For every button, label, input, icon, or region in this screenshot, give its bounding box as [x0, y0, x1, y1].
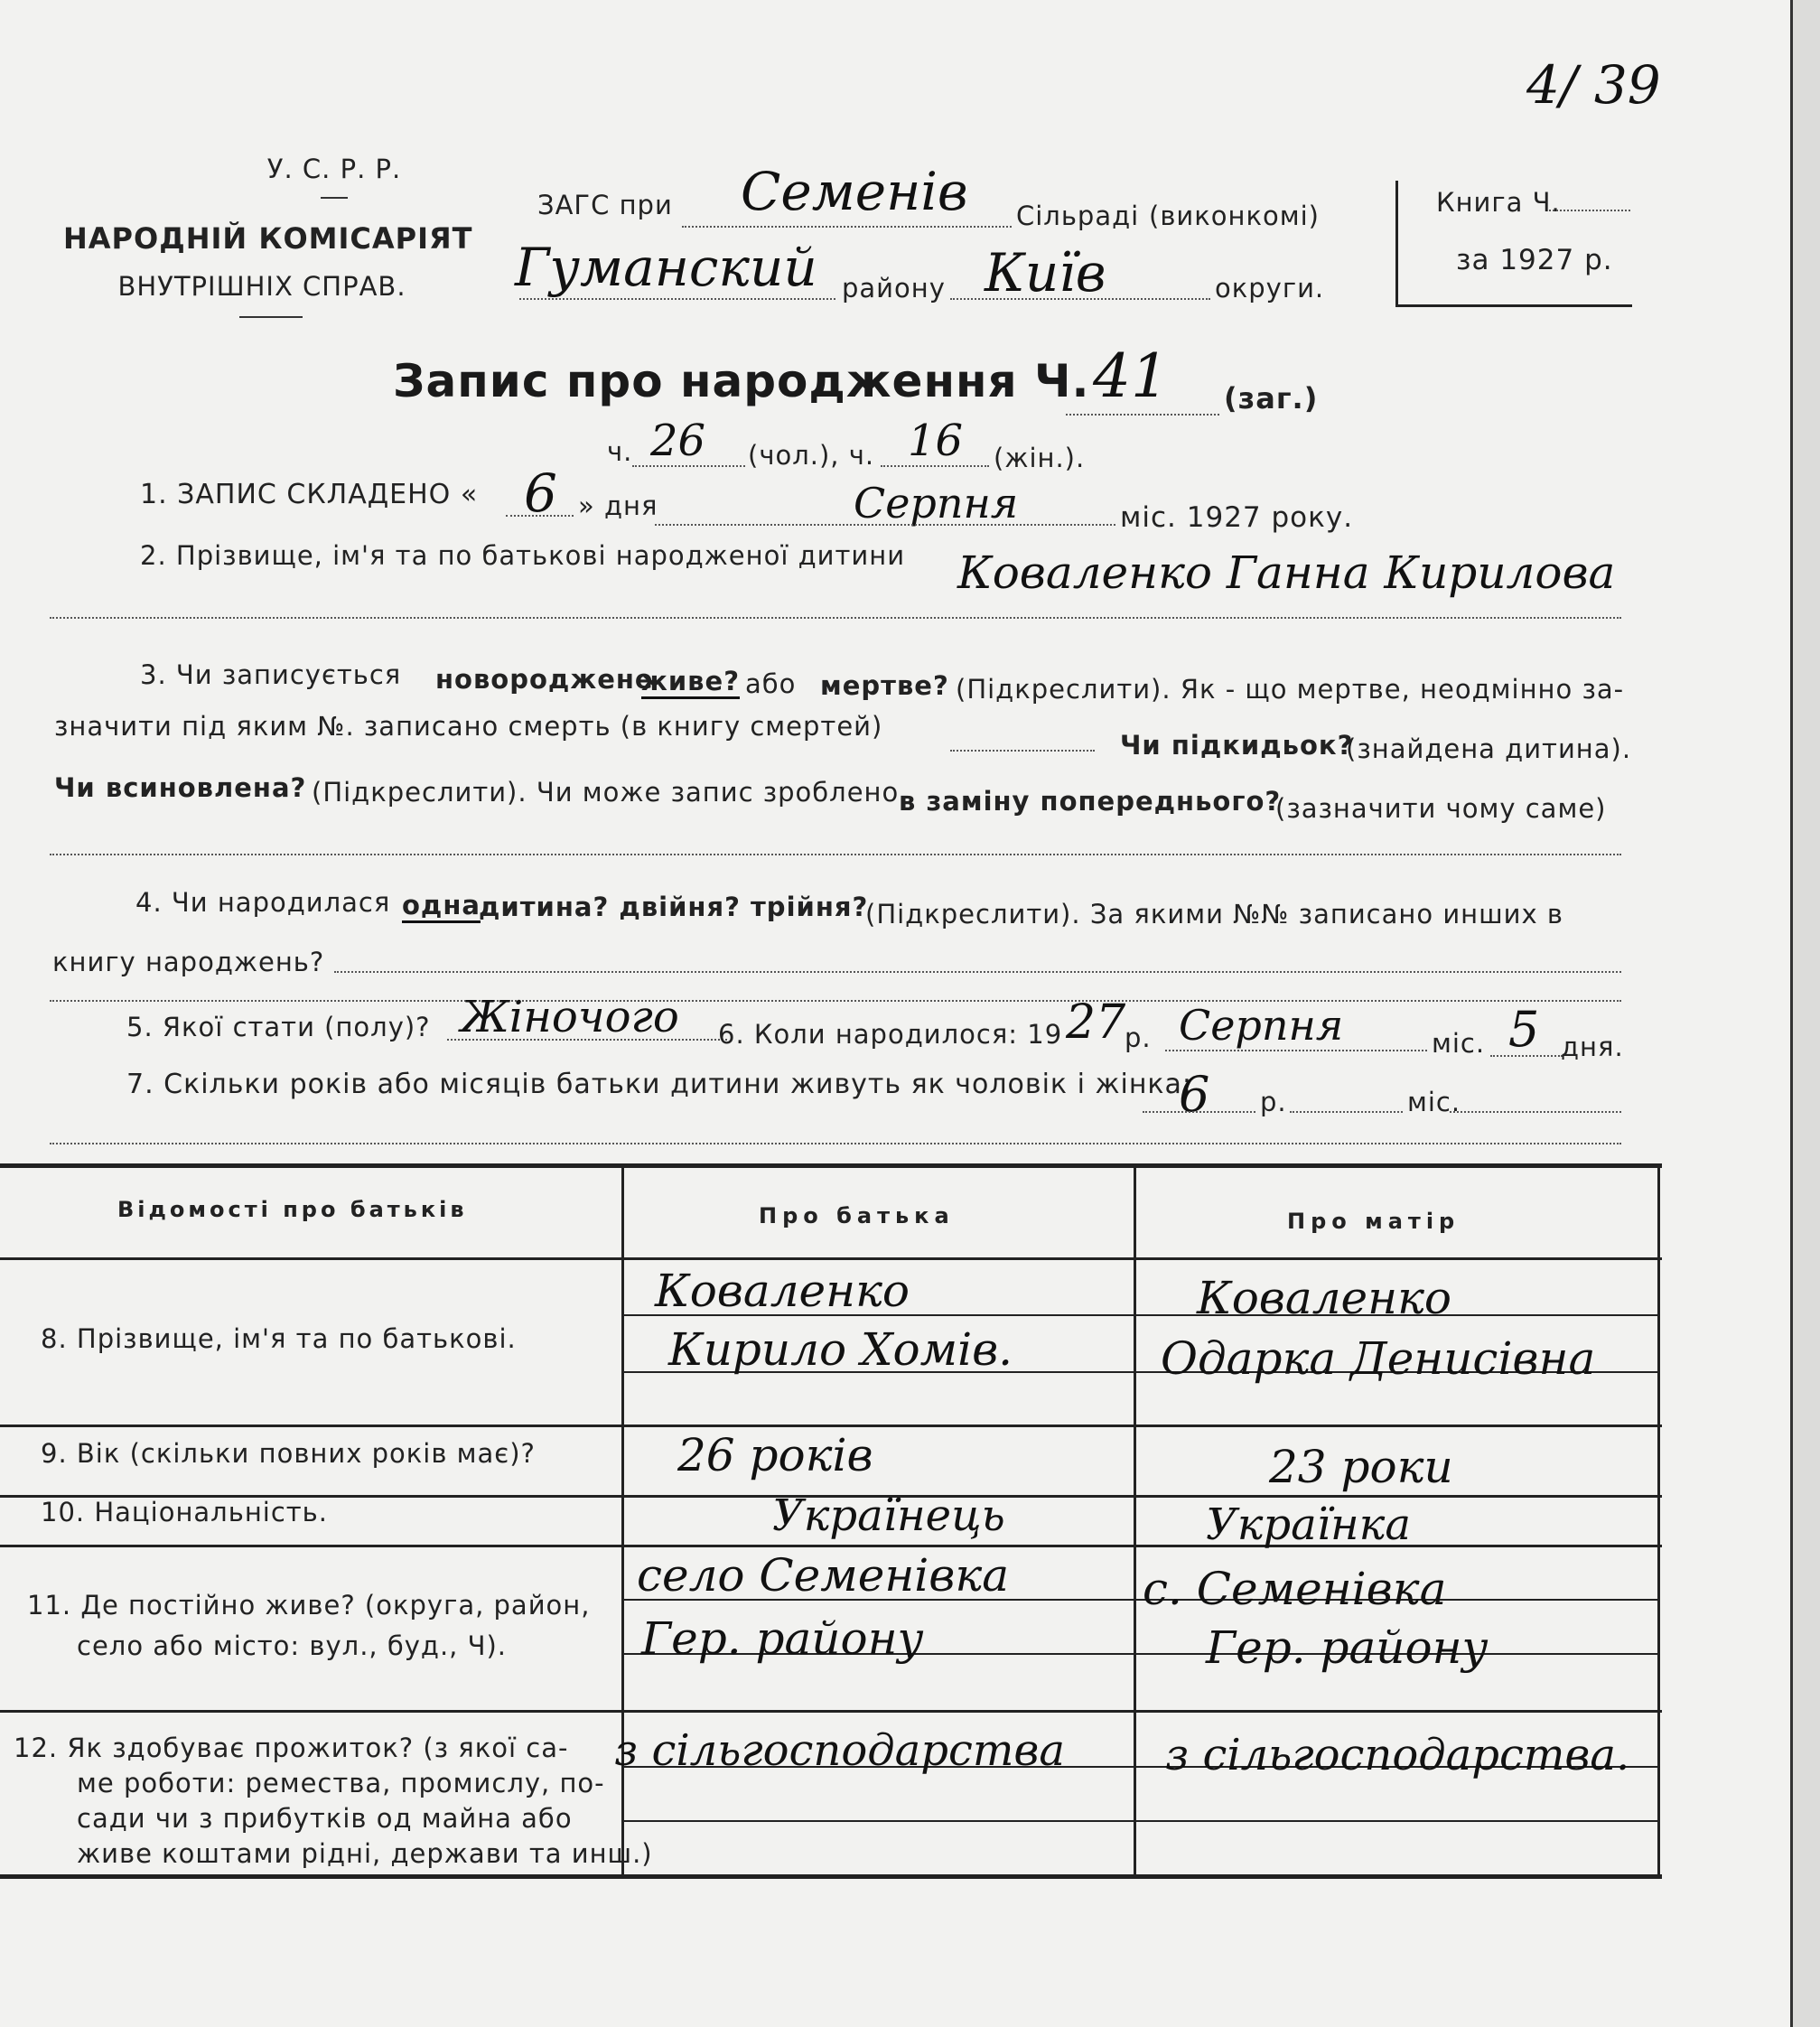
- dots: [1165, 1050, 1427, 1051]
- mother-occupation-handwritten: з сільгосподарства.: [1165, 1730, 1630, 1780]
- row12-label-2: ме роботи: ремества, промислу, по-: [77, 1768, 605, 1798]
- father-district-handwritten: Гер. району: [641, 1612, 924, 1665]
- dots: [447, 1039, 727, 1041]
- row12-label-3: сади чи з прибутків од майна або: [77, 1803, 573, 1834]
- dots: [1290, 1111, 1403, 1113]
- father-residence-handwritten: село Семенівка: [637, 1549, 1010, 1602]
- row11-label-1: 11. Де постійно живе? (округа, район,: [27, 1590, 591, 1621]
- table-header-mother: Про матір: [1287, 1209, 1461, 1234]
- okruha-label: округи.: [1215, 273, 1325, 304]
- sex-handwritten: Жіночого: [461, 992, 679, 1042]
- dots: [1549, 210, 1630, 211]
- table-border-bottom: [0, 1874, 1662, 1879]
- mother-residence-handwritten: с. Семенівка: [1143, 1563, 1447, 1615]
- record-number-handwritten: 41: [1093, 341, 1169, 411]
- internal-affairs-label: ВНУТРІШНІХ СПРАВ.: [117, 271, 406, 302]
- dots: [1143, 1111, 1255, 1113]
- dots: [632, 465, 745, 467]
- father-occupation-handwritten: з сільгосподарства: [614, 1725, 1065, 1776]
- female-count-label: (жін.).: [994, 443, 1086, 473]
- row11-label-2: село або місто: вул., буд., Ч).: [77, 1630, 508, 1661]
- dots: [50, 854, 1621, 855]
- village-handwritten: Семенів: [741, 161, 968, 222]
- child-name-handwritten: Коваленко Ганна Кирилова: [957, 546, 1616, 599]
- zags-label: ЗАГС при: [537, 190, 673, 220]
- commissariat-label: НАРОДНІЙ КОМІСАРІЯТ: [63, 221, 473, 256]
- book-number-label: Книга Ч.: [1436, 187, 1561, 218]
- mother-surname-handwritten: Коваленко: [1197, 1272, 1452, 1324]
- item3-newborn: новороджене: [435, 664, 654, 695]
- table-border-top: [0, 1163, 1662, 1168]
- item3-reason: (зазначити чому саме): [1275, 793, 1607, 824]
- silradi-label: Сільраді: [1016, 201, 1140, 231]
- female-count-handwritten: 16: [908, 416, 964, 466]
- item3-replacement-note: (Підкреслити). Чи може запис зроблено: [312, 777, 900, 808]
- record-number-suffix: (заг.): [1224, 381, 1319, 416]
- item4-instruction: (Підкреслити). За якими №№ записано инших в: [865, 899, 1563, 929]
- item1-label: 1. ЗАПИС СКЛАДЕНО «: [140, 479, 479, 510]
- dots: [655, 524, 1115, 526]
- item3-or: або: [745, 668, 797, 699]
- dots: [519, 298, 835, 300]
- divider: [321, 197, 348, 199]
- dots: [1066, 414, 1219, 416]
- book-year-label: за 1927 р.: [1456, 244, 1613, 276]
- item7-label: 7. Скільки років або місяців батьки дитини живуть як чоловік і жінка:: [126, 1069, 1193, 1100]
- table-row-divider: [0, 1425, 1662, 1427]
- item1-year-label: міс. 1927 року.: [1120, 501, 1354, 534]
- table-row-divider: [0, 1257, 1662, 1260]
- dots: [682, 226, 1012, 228]
- item3-adopted: Чи всиновлена?: [54, 772, 307, 803]
- paper-edge: [1790, 0, 1820, 2027]
- count-ch-label: ч.: [607, 436, 633, 467]
- mother-nationality-handwritten: Українка: [1206, 1499, 1411, 1550]
- item3-death-note: значити під яким №. записано смерть (в книгу смертей): [54, 711, 883, 742]
- item7-years-label: р.: [1260, 1087, 1287, 1117]
- item3-found-child: (знайдена дитина).: [1346, 733, 1632, 764]
- mother-name-handwritten: Одарка Денисівна: [1161, 1332, 1596, 1385]
- item3-dead: мертве?: [820, 670, 949, 701]
- row12-label-1: 12. Як здобуває прожиток? (з якої са-: [14, 1733, 569, 1763]
- row10-label: 10. Національність.: [41, 1497, 328, 1527]
- okruha-handwritten: Київ: [985, 242, 1106, 304]
- item3-alive-underlined: живе?: [641, 666, 740, 699]
- item4-label: 4. Чи народилася: [135, 887, 391, 918]
- item3-replacement: в заміну попереднього?: [899, 786, 1282, 817]
- item5-label: 5. Якої стати (полу)?: [126, 1012, 431, 1042]
- table-row-divider: [0, 1545, 1662, 1547]
- item6-year-label: р.: [1125, 1023, 1152, 1053]
- page-number: 4/ 39: [1526, 54, 1661, 116]
- row8-label: 8. Прізвище, ім'я та по батькові.: [41, 1323, 517, 1354]
- item6-label: 6. Коли народилося: 19: [718, 1019, 1063, 1050]
- row12-label-4: живе коштами рідні, держави та инш.): [77, 1838, 653, 1869]
- item1-day-label: » дня: [578, 490, 658, 521]
- divider: [239, 316, 303, 318]
- dots: [881, 465, 989, 467]
- years-together-handwritten: 6: [1179, 1066, 1210, 1123]
- dots: [50, 617, 1621, 619]
- mother-district-handwritten: Гер. району: [1206, 1621, 1489, 1674]
- male-count-label: (чол.), ч.: [748, 440, 875, 471]
- ussr-label: У. С. Р. Р.: [266, 154, 402, 184]
- item3-instruction: (Підкреслити). Як - що мертве, неодмінно за-: [956, 674, 1625, 705]
- item6-month-label: міс.: [1432, 1028, 1486, 1059]
- item7-months-label: міс.: [1407, 1087, 1461, 1117]
- father-nationality-handwritten: Українець: [772, 1490, 1005, 1541]
- item6-day-label: дня.: [1561, 1032, 1624, 1062]
- table-column-divider: [1134, 1167, 1136, 1876]
- father-age-handwritten: 26 років: [677, 1429, 873, 1481]
- dots: [50, 1000, 1621, 1002]
- handwriting-rule: [623, 1820, 1660, 1822]
- item2-label: 2. Прізвище, ім'я та по батькові народженої дитини: [140, 540, 906, 571]
- item4-one-underlined: одна: [402, 890, 481, 923]
- raion-handwritten: Гуманский: [515, 237, 817, 298]
- birth-year-handwritten: 27: [1066, 995, 1126, 1050]
- record-month-handwritten: Серпня: [854, 479, 1019, 528]
- record-day-handwritten: 6: [524, 462, 557, 524]
- record-title: Запис про народження Ч.: [393, 355, 1090, 407]
- table-border-right: [1657, 1167, 1660, 1876]
- father-name-handwritten: Кирило Хомів.: [668, 1323, 1013, 1376]
- dots: [950, 298, 1210, 300]
- book-box-border: [1395, 304, 1632, 307]
- item4-options: дитина? двійня? трійня?: [479, 892, 869, 922]
- raion-label: району: [842, 273, 946, 304]
- father-surname-handwritten: Коваленко: [655, 1265, 910, 1317]
- birth-day-handwritten: 5: [1508, 1001, 1540, 1058]
- dots: [334, 971, 1621, 973]
- vykonkomi-label: (виконкомі): [1149, 201, 1320, 231]
- table-header-father: Про батька: [759, 1203, 955, 1228]
- dots: [50, 1143, 1621, 1144]
- mother-age-handwritten: 23 роки: [1269, 1441, 1453, 1493]
- male-count-handwritten: 26: [650, 416, 706, 466]
- row9-label: 9. Вік (скільки повних років має)?: [41, 1438, 536, 1469]
- birth-month-handwritten: Серпня: [1179, 1001, 1344, 1050]
- item3-label: 3. Чи записується: [140, 659, 402, 690]
- dots: [506, 515, 574, 517]
- dots: [1490, 1055, 1563, 1057]
- table-row-divider: [0, 1710, 1662, 1713]
- table-header-parents: Відомості про батьків: [117, 1197, 468, 1222]
- dots: [950, 750, 1095, 752]
- book-box-border: [1395, 181, 1398, 307]
- item4-birth-book: книгу народжень?: [52, 947, 325, 977]
- item3-foundling: Чи підкидьок?: [1120, 730, 1354, 761]
- dots: [1450, 1111, 1621, 1113]
